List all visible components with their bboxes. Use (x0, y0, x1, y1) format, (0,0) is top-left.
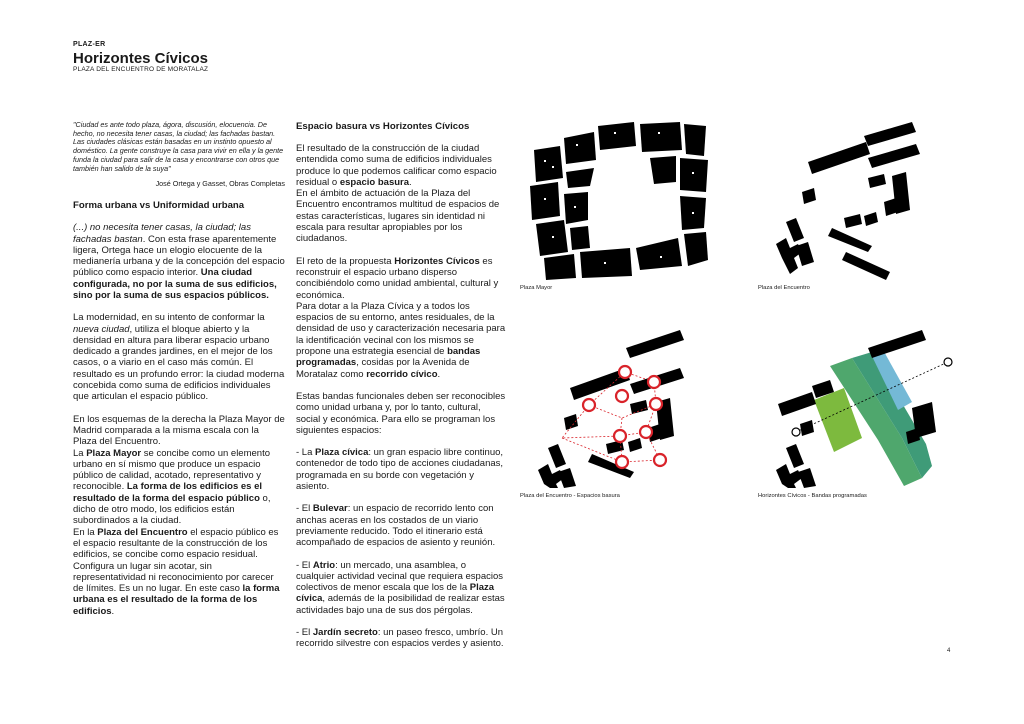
left-paragraph-3: En los esquemas de la derecha la Plaza Mayor de Madrid comparada a la misma escala con la Plaza del Encuentro. (73, 413, 285, 448)
list-item-jardin-secreto: - El Jardín secreto: un paseo fresco, umbrío. Un recorrido silvestre con espacios verdes y asiento. (296, 626, 504, 650)
left-column (73, 121, 285, 617)
left-heading: Forma urbana vs Uniformidad urbana (73, 200, 245, 212)
page-title: Horizontes Cívicos (73, 50, 209, 67)
middle-paragraph-2: En el ámbito de actuación de la Plaza del Encuentro encontramos multitud de espacios de estas características, lugares sin identidad ni escala para resultar apropiables por los ciudadanos. (296, 188, 500, 245)
left-paragraph-4: La Plaza Mayor se concibe como un elemento urbano en sí mismo que produce un espacio público de calidad, acotado, representativo y reconocible. La forma de los edificios es el resultado de la forma del espacio público o, dicho de otro modo, los edificios están subordinados a la ciudad. (73, 447, 271, 527)
middle-paragraph-4: Para dotar a la Plaza Cívica y a todos los espacios de su entorno, antes residuales, de la densidad de uso y caracterización necesaria para la identificación vecinal con los mismos se propone una estrategia esencial de bandas programadas, cosidas por la Avenida de Moratalaz como recorrido cívico. (296, 300, 506, 380)
middle-heading: Espacio basura vs Horizontes Cívicos (296, 121, 470, 132)
page-number: 4 (947, 648, 951, 654)
diagram-bandas-programadas (772, 328, 952, 488)
middle-paragraph-1: El resultado de la construcción de la ciudad entendida como suma de edificios individuales produce lo que podemos calificar como espacio residual o espacio basura. (296, 143, 497, 188)
middle-column (296, 121, 506, 650)
caption-plaza-encuentro: Plaza del Encuentro (758, 285, 810, 291)
page-subtitle: PLAZA DEL ENCUENTRO DE MORATALAZ (73, 66, 209, 73)
middle-paragraph-3: El reto de la propuesta Horizontes Cívicos es reconstruir el espacio urbano disperso concibiéndolo como unidad ambiental, cultural y económica. (296, 255, 499, 301)
ortega-quote: "Ciudad es ante todo plaza, ágora, discusión, elocuencia. De hecho, no necesita tener casas, la ciudad; las fachadas bastan. Las ciudades clásicas están basadas en un instinto opuesto al doméstico. La gente construye la casa para vivir en ella y la gente funda la ciudad para salir de la casa y encontrarse con otros que también han salido de la suya" (73, 120, 284, 173)
caption-bandas-programadas: Horizontes Cívicos - Bandas programadas (758, 493, 867, 499)
list-item-bulevar: - El Bulevar: un espacio de recorrido lento con anchas aceras en los costados de un viario previamente reducido. Todo el itinerario está acompañado de espacios de asiento y reunión. (296, 503, 496, 549)
list-item-atrio: - El Atrio: un mercado, una asamblea, o cualquier actividad vecinal que requiera espacios colectivos de menor escala que los de la Plaza cívica, además de la posibilidad de realizar estas actividades bajo una de sus dos pérgolas. (296, 559, 505, 616)
brand-label: PLAZ-ER (73, 41, 106, 48)
quote-author: José Ortega y Gasset, Obras Completas (155, 179, 285, 189)
middle-paragraph-5: Estas bandas funcionales deben ser reconocibles como unidad urbana y, por lo tanto, cultural, social y económica. Para ello se programan los siguientes espacios: (296, 390, 506, 436)
diagram-plaza-mayor (530, 120, 710, 280)
diagram-espacios-basura (530, 328, 710, 488)
left-paragraph-2: La modernidad, en su intento de conformar la nueva ciudad, utiliza el bloque abierto y la densidad en altura para liberar espacio urbano dedicado a grandes jardines, en el mejor de los casos, o a viario en el caso más común. El resultado es un profundo error: la ciudad moderna concebida como suma de edificios individuales que articulan el espacio público. (73, 312, 285, 403)
diagram-plaza-encuentro (772, 118, 932, 298)
caption-plaza-mayor: Plaza Mayor (520, 285, 553, 291)
left-paragraph-1: (...) no necesita tener casas, la ciudad; las fachadas bastan. Con esta frase aparentemente ligera, Ortega hace un elogio elocuente de la medianería urbana y de la concepción del espacio público como espacio interior. Una ciudad configurada, no por la suma de sus edificios, sino por la suma de sus espacios públicos. (73, 222, 285, 301)
list-item-plaza-civica: - La Plaza cívica: un gran espacio libre continuo, contenedor de todo tipo de acciones ciudadanas, programada en su borde con vegetación y asiento. (296, 447, 504, 493)
left-paragraph-5: En la Plaza del Encuentro el espacio público es el espacio resultante de la construcción de los edificios, se concibe como espacio residual. Configura un lugar sin acotar, sin representatividad ni reconocimiento por carecer de límites. Es un no lugar. En este caso la forma urbana es el resultado de la forma de los edificios. (73, 526, 280, 617)
caption-espacios-basura: Plaza del Encuentro - Espacios basura (520, 493, 620, 499)
